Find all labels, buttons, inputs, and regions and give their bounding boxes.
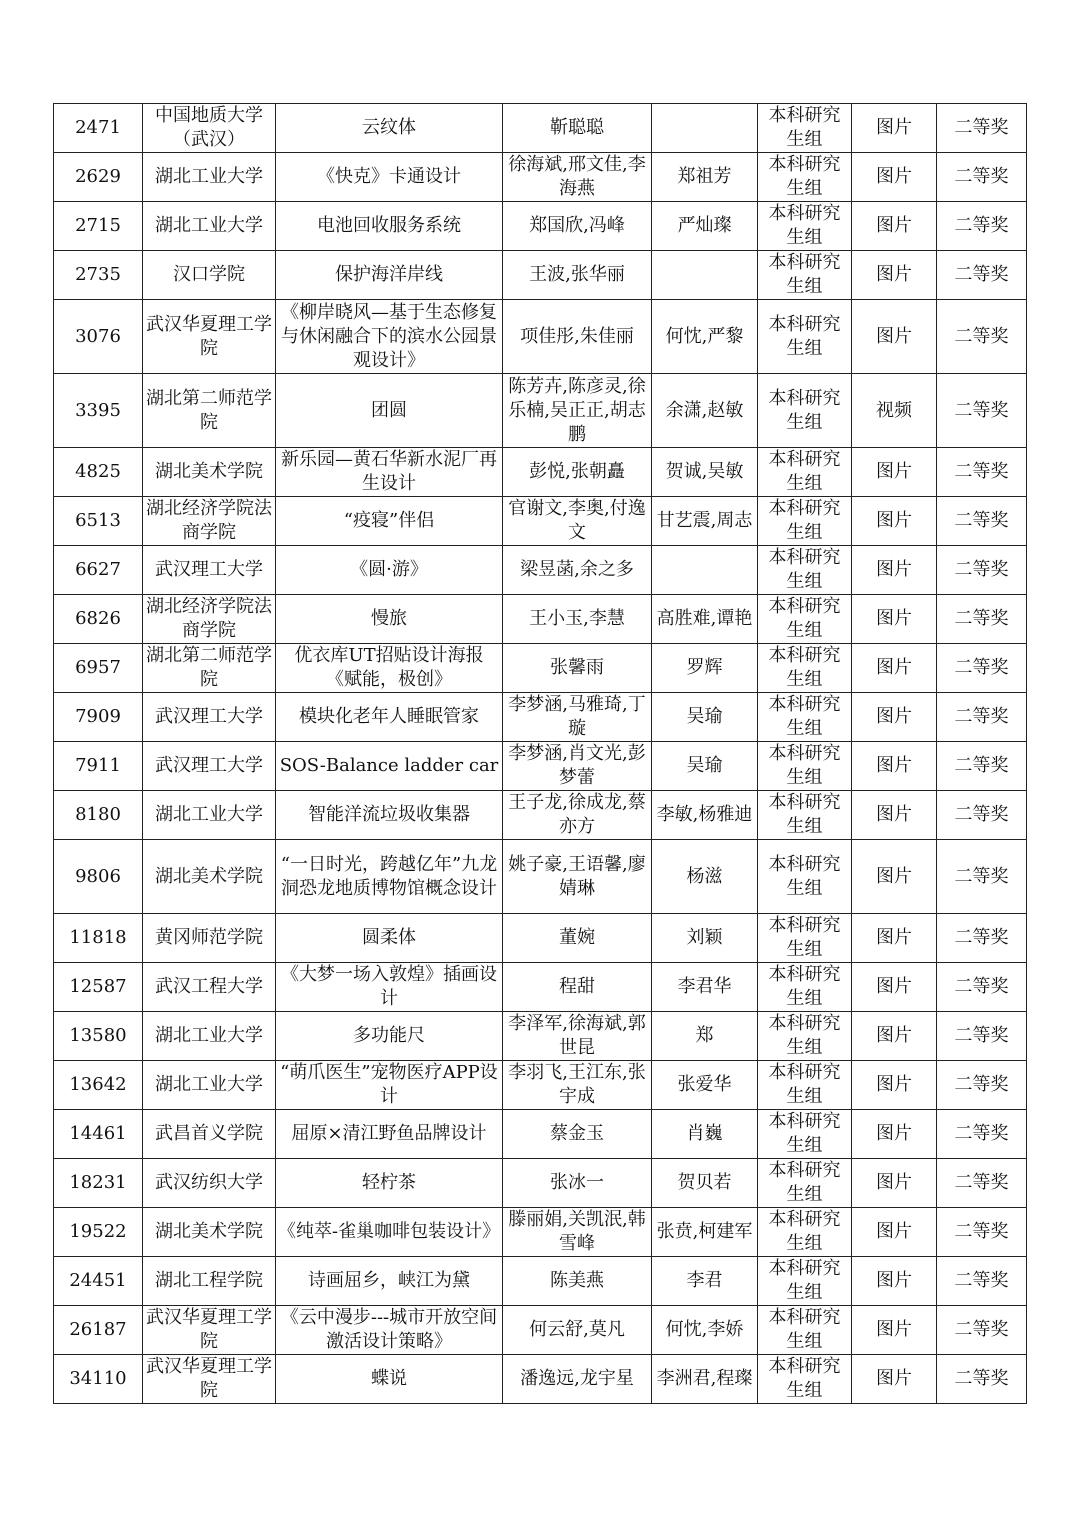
- award: 二等奖: [937, 1306, 1027, 1355]
- group: 本科研究生组: [758, 104, 852, 153]
- entry-id: 11818: [54, 914, 143, 963]
- work-title: 新乐园—黄石华新水泥厂再生设计: [276, 448, 503, 497]
- authors: 张馨雨: [503, 644, 652, 693]
- school: 武汉纺织大学: [143, 1159, 276, 1208]
- entry-id: 19522: [54, 1208, 143, 1257]
- advisor: 高胜难,谭艳: [652, 595, 758, 644]
- authors: 张冰一: [503, 1159, 652, 1208]
- work-type: 图片: [852, 153, 937, 202]
- school: 湖北美术学院: [143, 1208, 276, 1257]
- table-row: [54, 914, 1027, 963]
- work-title: 模块化老年人睡眠管家: [276, 693, 503, 742]
- work-type: 图片: [852, 1306, 937, 1355]
- entry-id: 24451: [54, 1257, 143, 1306]
- authors: 官谢文,李奥,付逸文: [503, 497, 652, 546]
- authors: 姚子豪,王语馨,廖婧琳: [503, 840, 652, 914]
- authors: 何云舒,莫凡: [503, 1306, 652, 1355]
- entry-id: 4825: [54, 448, 143, 497]
- school: 武汉理工大学: [143, 693, 276, 742]
- table-row: [54, 791, 1027, 840]
- work-type: 图片: [852, 742, 937, 791]
- advisor: 贺贝若: [652, 1159, 758, 1208]
- award: 二等奖: [937, 1012, 1027, 1061]
- work-title: 《圆·游》: [276, 546, 503, 595]
- school: 湖北经济学院法商学院: [143, 595, 276, 644]
- work-type: 图片: [852, 1012, 937, 1061]
- school: 湖北美术学院: [143, 448, 276, 497]
- authors: 李梦涵,肖文光,彭梦蕾: [503, 742, 652, 791]
- work-title: 电池回收服务系统: [276, 202, 503, 251]
- authors: 李羽飞,王江东,张宇成: [503, 1061, 652, 1110]
- group: 本科研究生组: [758, 644, 852, 693]
- authors: 王子龙,徐成龙,蔡亦方: [503, 791, 652, 840]
- entry-id: 13642: [54, 1061, 143, 1110]
- advisor: 李洲君,程璨: [652, 1355, 758, 1404]
- award: 二等奖: [937, 104, 1027, 153]
- group: 本科研究生组: [758, 1355, 852, 1404]
- award: 二等奖: [937, 251, 1027, 300]
- work-title: 慢旅: [276, 595, 503, 644]
- award: 二等奖: [937, 1208, 1027, 1257]
- group: 本科研究生组: [758, 840, 852, 914]
- school: 湖北工业大学: [143, 1012, 276, 1061]
- work-title: 屈原×清江野鱼品牌设计: [276, 1110, 503, 1159]
- work-title: SOS-Balance ladder car: [276, 742, 503, 791]
- table-row: [54, 251, 1027, 300]
- table-row: [54, 1306, 1027, 1355]
- authors: 蔡金玉: [503, 1110, 652, 1159]
- award: 二等奖: [937, 791, 1027, 840]
- work-type: 图片: [852, 448, 937, 497]
- work-title: 智能洋流垃圾收集器: [276, 791, 503, 840]
- school: 武汉理工大学: [143, 742, 276, 791]
- table-row: [54, 202, 1027, 251]
- school: 武汉理工大学: [143, 546, 276, 595]
- authors: 梁昱菡,余之多: [503, 546, 652, 595]
- authors: 陈美燕: [503, 1257, 652, 1306]
- table-row: [54, 374, 1027, 448]
- authors: 李梦涵,马雅琦,丁璇: [503, 693, 652, 742]
- award: 二等奖: [937, 546, 1027, 595]
- table-row: [54, 1159, 1027, 1208]
- work-type: 图片: [852, 300, 937, 374]
- entry-id: 9806: [54, 840, 143, 914]
- award: 二等奖: [937, 1159, 1027, 1208]
- award: 二等奖: [937, 202, 1027, 251]
- group: 本科研究生组: [758, 1208, 852, 1257]
- school: 湖北工业大学: [143, 1061, 276, 1110]
- group: 本科研究生组: [758, 1012, 852, 1061]
- group: 本科研究生组: [758, 153, 852, 202]
- group: 本科研究生组: [758, 546, 852, 595]
- school: 武汉华夏理工学院: [143, 300, 276, 374]
- work-type: 图片: [852, 644, 937, 693]
- authors: 彭悦,张朝矗: [503, 448, 652, 497]
- school: 湖北美术学院: [143, 840, 276, 914]
- work-type: 图片: [852, 497, 937, 546]
- school: 武汉工程大学: [143, 963, 276, 1012]
- work-title: “萌爪医生”宠物医疗APP设计: [276, 1061, 503, 1110]
- award: 二等奖: [937, 300, 1027, 374]
- authors: 李泽军,徐海斌,郭世昆: [503, 1012, 652, 1061]
- entry-id: 7909: [54, 693, 143, 742]
- work-type: 图片: [852, 693, 937, 742]
- advisor: 甘艺震,周志: [652, 497, 758, 546]
- award: 二等奖: [937, 497, 1027, 546]
- work-title: 优衣库UT招贴设计海报《赋能，极创》: [276, 644, 503, 693]
- entry-id: 3395: [54, 374, 143, 448]
- advisor: 吴瑜: [652, 742, 758, 791]
- table-row: [54, 104, 1027, 153]
- group: 本科研究生组: [758, 1257, 852, 1306]
- group: 本科研究生组: [758, 595, 852, 644]
- group: 本科研究生组: [758, 963, 852, 1012]
- entry-id: 6826: [54, 595, 143, 644]
- advisor: [652, 104, 758, 153]
- entry-id: 34110: [54, 1355, 143, 1404]
- authors: 董婉: [503, 914, 652, 963]
- advisor: 李君: [652, 1257, 758, 1306]
- entry-id: 13580: [54, 1012, 143, 1061]
- group: 本科研究生组: [758, 448, 852, 497]
- award: 二等奖: [937, 1110, 1027, 1159]
- table-row: [54, 963, 1027, 1012]
- advisor: 李君华: [652, 963, 758, 1012]
- entry-id: 3076: [54, 300, 143, 374]
- work-title: 蝶说: [276, 1355, 503, 1404]
- entry-id: 6627: [54, 546, 143, 595]
- work-title: “疫寝”伴侣: [276, 497, 503, 546]
- work-title: 《云中漫步---城市开放空间激活设计策略》: [276, 1306, 503, 1355]
- school: 武昌首义学院: [143, 1110, 276, 1159]
- work-type: 图片: [852, 791, 937, 840]
- advisor: 张爱华: [652, 1061, 758, 1110]
- advisor: 张贲,柯建军: [652, 1208, 758, 1257]
- authors: 项佳彤,朱佳丽: [503, 300, 652, 374]
- advisor: 严灿璨: [652, 202, 758, 251]
- work-type: 图片: [852, 840, 937, 914]
- entry-id: 26187: [54, 1306, 143, 1355]
- entry-id: 12587: [54, 963, 143, 1012]
- table-row: [54, 840, 1027, 914]
- table-row: [54, 546, 1027, 595]
- work-type: 图片: [852, 202, 937, 251]
- work-type: 视频: [852, 374, 937, 448]
- work-title: 保护海洋岸线: [276, 251, 503, 300]
- entry-id: 2735: [54, 251, 143, 300]
- advisor: 何忱,李娇: [652, 1306, 758, 1355]
- awards-table: [53, 103, 1027, 1404]
- award: 二等奖: [937, 153, 1027, 202]
- table-row: [54, 1110, 1027, 1159]
- award: 二等奖: [937, 1257, 1027, 1306]
- work-type: 图片: [852, 595, 937, 644]
- school: 武汉华夏理工学院: [143, 1306, 276, 1355]
- work-title: 轻柠茶: [276, 1159, 503, 1208]
- entry-id: 6513: [54, 497, 143, 546]
- table-row: [54, 742, 1027, 791]
- group: 本科研究生组: [758, 1061, 852, 1110]
- group: 本科研究生组: [758, 914, 852, 963]
- authors: 郑国欣,冯峰: [503, 202, 652, 251]
- group: 本科研究生组: [758, 1159, 852, 1208]
- work-type: 图片: [852, 1208, 937, 1257]
- school: 湖北第二师范学院: [143, 644, 276, 693]
- work-type: 图片: [852, 104, 937, 153]
- advisor: 贺诚,吴敏: [652, 448, 758, 497]
- advisor: 肖巍: [652, 1110, 758, 1159]
- award: 二等奖: [937, 840, 1027, 914]
- school: 黄冈师范学院: [143, 914, 276, 963]
- table-row: [54, 1208, 1027, 1257]
- entry-id: 8180: [54, 791, 143, 840]
- entry-id: 2471: [54, 104, 143, 153]
- group: 本科研究生组: [758, 1306, 852, 1355]
- advisor: 罗辉: [652, 644, 758, 693]
- award: 二等奖: [937, 963, 1027, 1012]
- authors: 靳聪聪: [503, 104, 652, 153]
- school: 湖北第二师范学院: [143, 374, 276, 448]
- authors: 滕丽娟,关凯泯,韩雪峰: [503, 1208, 652, 1257]
- group: 本科研究生组: [758, 497, 852, 546]
- school: 武汉华夏理工学院: [143, 1355, 276, 1404]
- award: 二等奖: [937, 374, 1027, 448]
- work-title: 团圆: [276, 374, 503, 448]
- group: 本科研究生组: [758, 693, 852, 742]
- work-title: 云纹体: [276, 104, 503, 153]
- award: 二等奖: [937, 595, 1027, 644]
- school: 湖北工程学院: [143, 1257, 276, 1306]
- work-title: 《快克》卡通设计: [276, 153, 503, 202]
- table-row: [54, 644, 1027, 693]
- school: 湖北工业大学: [143, 202, 276, 251]
- award: 二等奖: [937, 693, 1027, 742]
- award: 二等奖: [937, 914, 1027, 963]
- table-row: [54, 300, 1027, 374]
- authors: 程甜: [503, 963, 652, 1012]
- school: 汉口学院: [143, 251, 276, 300]
- group: 本科研究生组: [758, 374, 852, 448]
- award: 二等奖: [937, 1355, 1027, 1404]
- work-title: 圆柔体: [276, 914, 503, 963]
- school: 湖北经济学院法商学院: [143, 497, 276, 546]
- entry-id: 18231: [54, 1159, 143, 1208]
- table-row: [54, 1355, 1027, 1404]
- school: 中国地质大学（武汉）: [143, 104, 276, 153]
- entry-id: 6957: [54, 644, 143, 693]
- table-row: [54, 693, 1027, 742]
- table-row: [54, 448, 1027, 497]
- work-type: 图片: [852, 546, 937, 595]
- advisor: 郑: [652, 1012, 758, 1061]
- group: 本科研究生组: [758, 202, 852, 251]
- group: 本科研究生组: [758, 1110, 852, 1159]
- advisor: 何忱,严黎: [652, 300, 758, 374]
- table-row: [54, 153, 1027, 202]
- work-type: 图片: [852, 963, 937, 1012]
- group: 本科研究生组: [758, 251, 852, 300]
- authors: 潘逸远,龙宇星: [503, 1355, 652, 1404]
- advisor: 杨滋: [652, 840, 758, 914]
- table-row: [54, 1257, 1027, 1306]
- work-type: 图片: [852, 914, 937, 963]
- award: 二等奖: [937, 448, 1027, 497]
- work-type: 图片: [852, 1257, 937, 1306]
- group: 本科研究生组: [758, 791, 852, 840]
- award: 二等奖: [937, 742, 1027, 791]
- work-title: 《柳岸晓风—基于生态修复与休闲融合下的滨水公园景观设计》: [276, 300, 503, 374]
- authors: 陈芳卉,陈彦灵,徐乐楠,吴正正,胡志鹏: [503, 374, 652, 448]
- school: 湖北工业大学: [143, 153, 276, 202]
- advisor: 李敏,杨雅迪: [652, 791, 758, 840]
- entry-id: 2715: [54, 202, 143, 251]
- entry-id: 7911: [54, 742, 143, 791]
- entry-id: 2629: [54, 153, 143, 202]
- advisor: 吴瑜: [652, 693, 758, 742]
- award: 二等奖: [937, 644, 1027, 693]
- advisor: 余潇,赵敏: [652, 374, 758, 448]
- advisor: [652, 546, 758, 595]
- work-type: 图片: [852, 1355, 937, 1404]
- work-type: 图片: [852, 1061, 937, 1110]
- work-type: 图片: [852, 1159, 937, 1208]
- work-title: “一日时光，跨越亿年”九龙洞恐龙地质博物馆概念设计: [276, 840, 503, 914]
- group: 本科研究生组: [758, 742, 852, 791]
- group: 本科研究生组: [758, 300, 852, 374]
- advisor: [652, 251, 758, 300]
- table-row: [54, 1012, 1027, 1061]
- work-title: 多功能尺: [276, 1012, 503, 1061]
- work-title: 《纯萃-雀巢咖啡包装设计》: [276, 1208, 503, 1257]
- work-title: 《大梦一场入敦煌》插画设计: [276, 963, 503, 1012]
- entry-id: 14461: [54, 1110, 143, 1159]
- table-row: [54, 1061, 1027, 1110]
- table-row: [54, 497, 1027, 546]
- advisor: 刘颖: [652, 914, 758, 963]
- school: 湖北工业大学: [143, 791, 276, 840]
- table-row: [54, 595, 1027, 644]
- work-type: 图片: [852, 251, 937, 300]
- advisor: 郑祖芳: [652, 153, 758, 202]
- work-title: 诗画屈乡，峡江为黛: [276, 1257, 503, 1306]
- authors: 王小玉,李慧: [503, 595, 652, 644]
- authors: 徐海斌,邢文佳,李海燕: [503, 153, 652, 202]
- work-type: 图片: [852, 1110, 937, 1159]
- authors: 王波,张华丽: [503, 251, 652, 300]
- award: 二等奖: [937, 1061, 1027, 1110]
